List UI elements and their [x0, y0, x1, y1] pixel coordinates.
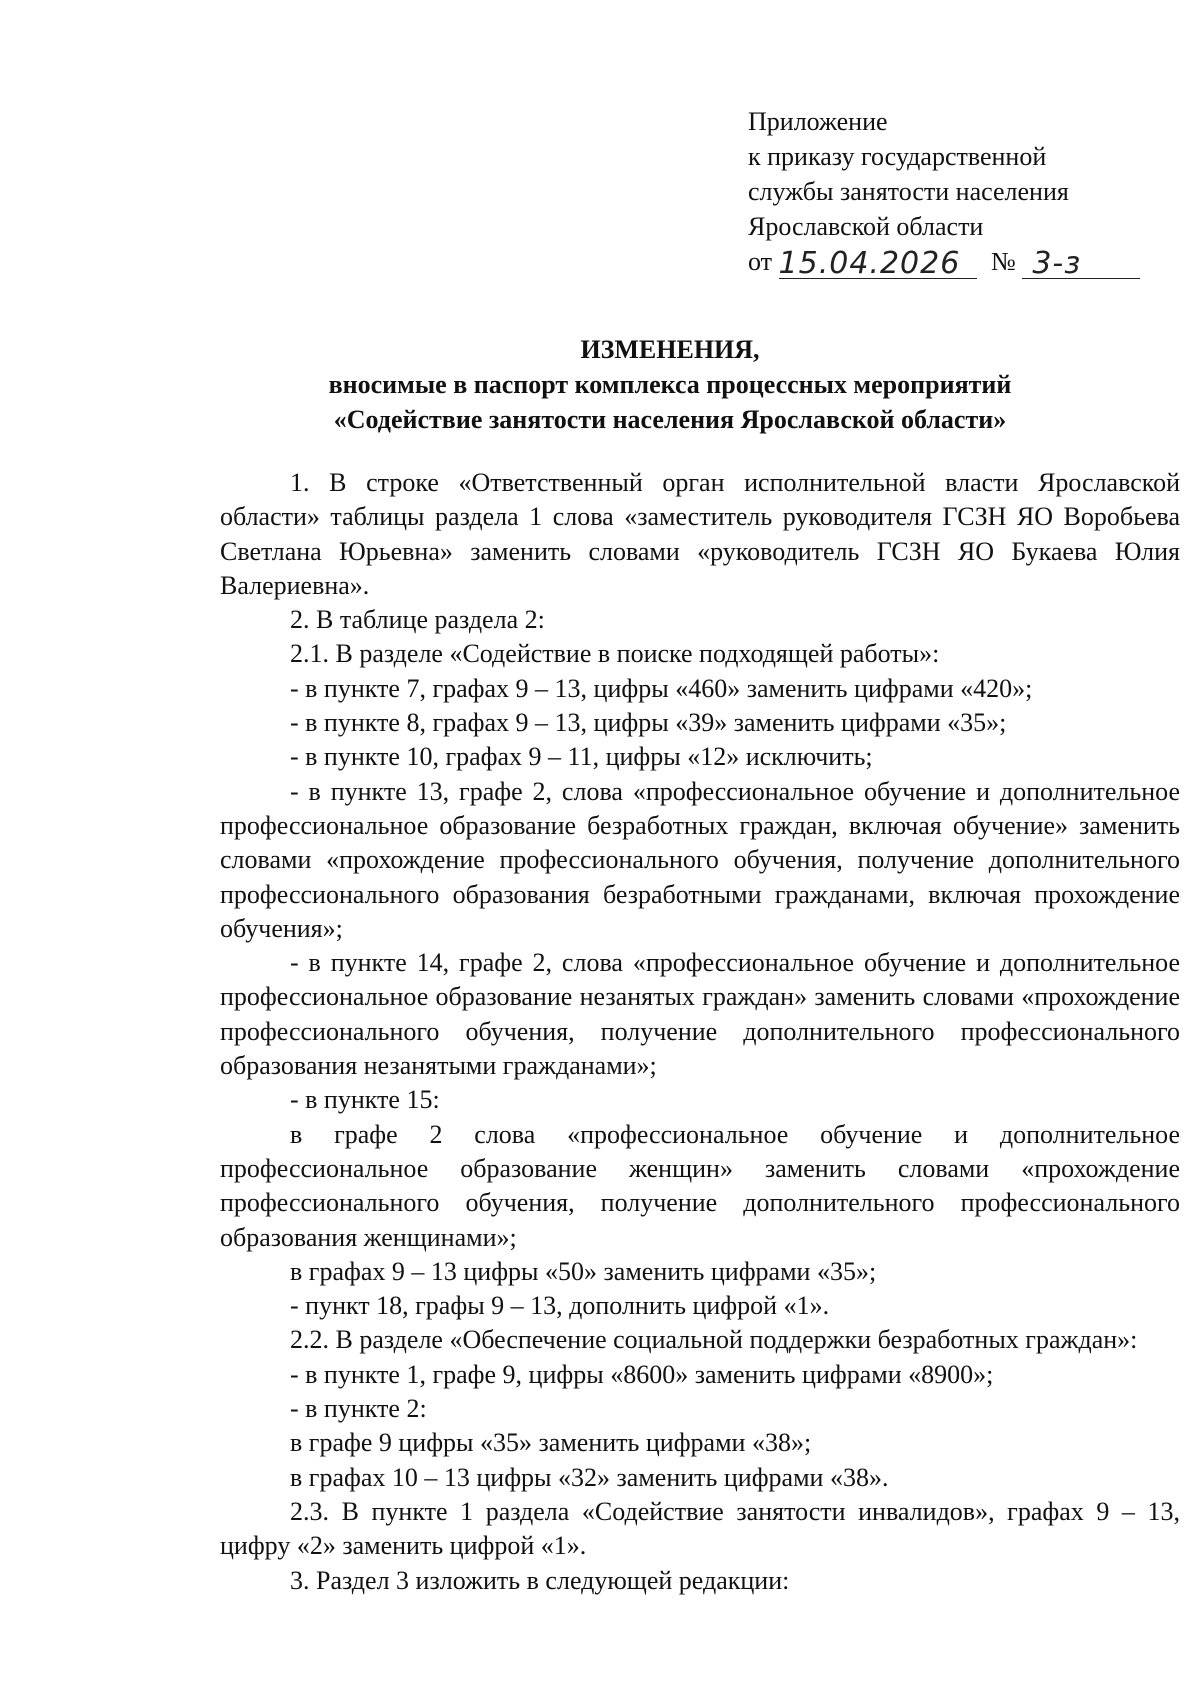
document-body [220, 466, 1180, 1598]
number-prefix: № [991, 247, 1016, 276]
item-point-13: - в пункте 13, графе 2, слова «профессиональное обучение и дополнительное профессиональное образование безработных граждан, включая обучение» заменить словами «прохождение профессионального обучения, получение дополнительного профессионального образования безработными гражданами, включая прохождение обучения»; [220, 776, 1180, 943]
date-prefix: от [748, 247, 773, 276]
item-point-18: - пункт 18, графы 9 – 13, дополнить цифрой «1». [290, 1291, 830, 1321]
item-point-7: - в пункте 7, графах 9 – 13, цифры «460» заменить цифрами «420»; [290, 673, 1033, 703]
order-date-handwritten: 15.04.2026 [778, 246, 961, 281]
order-date-field [779, 246, 977, 279]
paragraph-2-3: 2.3. В пункте 1 раздела «Содействие занятости инвалидов», графах 9 – 13, цифру «2» заменить цифрой «1». [220, 1496, 1180, 1561]
item-2-2-point-2-column-9: в графе 9 цифры «35» заменить цифрами «38»; [290, 1428, 812, 1458]
item-point-8: - в пункте 8, графах 9 – 13, цифры «39» заменить цифрами «35»; [290, 708, 1007, 738]
item-point-14: - в пункте 14, графе 2, слова «профессиональное обучение и дополнительное профессиональное образование незанятых граждан» заменить словами «прохождение профессионального обучения, получение дополнительного профессионального образования незанятыми гражданами»; [220, 948, 1180, 1081]
order-number-handwritten: 3-з [1032, 246, 1082, 281]
title-line-3: «Содействие занятости населения Ярославской области» [333, 405, 1007, 434]
order-date-number-line [748, 244, 1168, 284]
item-2-2-point-2-columns-10-13: в графах 10 – 13 цифры «32» заменить цифрами «38». [290, 1462, 889, 1492]
order-number-field [1022, 246, 1140, 279]
paragraph-2-2: 2.2. В разделе «Обеспечение социальной поддержки безработных граждан»: [290, 1325, 1138, 1355]
paragraph-1: 1. В строке «Ответственный орган исполнительной власти Ярославской области» таблицы раздела 1 слова «заместитель руководителя ГСЗН ЯО Воробьева Светлана Юрьевна» заменить словами «руководитель ГСЗН ЯО Букаева Юлия Валериевна». [220, 468, 1180, 600]
item-2-2-point-1: - в пункте 1, графе 9, цифры «8600» заменить цифрами «8900»; [290, 1359, 994, 1389]
attachment-block [748, 104, 1168, 284]
document-title [160, 332, 1180, 437]
item-point-10: - в пункте 10, графах 9 – 11, цифры «12» исключить; [290, 742, 873, 772]
item-point-15: - в пункте 15: [290, 1085, 440, 1115]
item-point-15-column-2: в графе 2 слова «профессиональное обучение и дополнительное профессиональное образование женщин» заменить словами «прохождение профессионального обучения, получение дополнительного профессионального образования женщинами»; [220, 1119, 1180, 1252]
paragraph-3: 3. Раздел 3 изложить в следующей редакции: [290, 1565, 790, 1595]
attachment-line-3: службы занятости населения [748, 177, 1069, 206]
paragraph-2-1: 2.1. В разделе «Содействие в поиске подходящей работы»: [290, 639, 940, 669]
paragraph-2: 2. В таблице раздела 2: [290, 605, 545, 635]
attachment-line-4: Ярославской области [748, 212, 984, 241]
title-line-2: вносимые в паспорт комплекса процессных мероприятий [328, 370, 1012, 399]
title-line-1: ИЗМЕНЕНИЯ, [580, 335, 760, 364]
item-2-2-point-2: - в пункте 2: [290, 1394, 427, 1424]
item-point-15-columns-9-13: в графах 9 – 13 цифры «50» заменить цифрами «35»; [290, 1256, 877, 1286]
attachment-line-1: Приложение [748, 107, 888, 136]
attachment-line-2: к приказу государственной [748, 142, 1047, 171]
